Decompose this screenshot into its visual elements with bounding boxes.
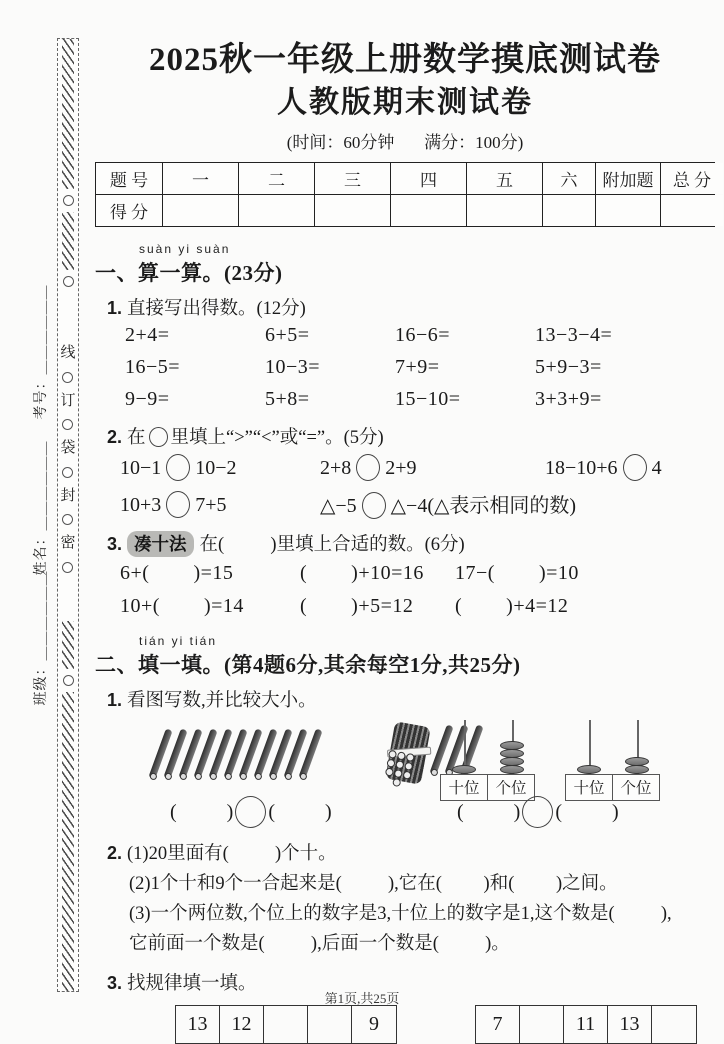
sequence-cell <box>264 1006 308 1043</box>
binding-hole-icon <box>63 195 74 206</box>
left-expression: 18−10+6 <box>545 456 618 479</box>
paper-body <box>95 38 715 1044</box>
score-table-header-cell: 三 <box>315 163 390 194</box>
abacus-rods <box>440 720 536 774</box>
score-row-label: 得 分 <box>96 195 162 226</box>
compare-circle-icon <box>166 491 190 518</box>
time-score-info: (时间：60分钟 满分：100分) <box>286 132 524 152</box>
ones-rod <box>613 720 661 774</box>
fill-expression: ( )+10=16 <box>300 561 424 584</box>
right-expression: 10−2 <box>195 456 237 479</box>
question-1-2 <box>95 423 715 449</box>
score-table-header-cell: 总 分 <box>661 163 723 194</box>
ones-label: 个位 <box>487 774 535 801</box>
binding-hole-icon <box>63 276 74 287</box>
fill-expression: 10+( )=14 <box>120 594 244 617</box>
fill-text: (1)20里面有( )个十。 <box>127 843 337 864</box>
seal-character: 线 <box>60 345 76 361</box>
exam-number-label: 考号：＿＿＿＿＿＿ <box>34 284 49 420</box>
calc-expression: 9−9= <box>125 388 170 411</box>
fill-expression: ( )+5=12 <box>300 594 414 617</box>
seal-line-characters <box>60 341 75 579</box>
section2-heading <box>95 633 715 679</box>
page-footer: 第1页,共25页 <box>324 991 400 1006</box>
hatch-mark <box>62 692 74 992</box>
score-table-header-cell: 六 <box>543 163 595 194</box>
score-table-header-cell: 题 号 <box>96 163 162 194</box>
loose-sticks-group <box>157 728 322 780</box>
compare-item <box>320 489 715 519</box>
question-2-2-line4 <box>95 929 715 959</box>
score-table-header-cell: 一 <box>163 163 238 194</box>
ones-label: 个位 <box>612 774 660 801</box>
tens-rod <box>440 720 488 774</box>
question-text-pre: 在 <box>127 427 146 448</box>
answer-blank: ( ) <box>457 800 521 823</box>
left-expression: 2+8 <box>320 456 352 479</box>
fill-text: 它前面一个数是( ),后面一个数是( )。 <box>129 933 510 954</box>
abacus-bead <box>625 765 649 774</box>
fill-row <box>95 557 715 590</box>
question-number: 3. <box>107 972 123 993</box>
answer-blank: ( ) <box>555 800 619 823</box>
fill-expression: 6+( )=15 <box>120 561 234 584</box>
hatch-mark <box>62 212 74 270</box>
method-badge: 凑十法 <box>127 531 194 557</box>
question-2-2-line1 <box>95 838 715 869</box>
compare-row <box>95 486 715 523</box>
compare-circle-icon <box>356 454 380 481</box>
section1-pinyin: suàn yi suàn <box>139 241 231 256</box>
pattern-sequences <box>175 1005 715 1044</box>
compare-item <box>320 454 545 481</box>
right-expression: △−4(△表示相同的数) <box>390 495 577 518</box>
compare-circle-icon <box>166 454 190 481</box>
binding-hole-icon <box>62 562 73 573</box>
tens-label: 十位 <box>440 774 488 801</box>
right-expression: 7+5 <box>195 493 227 516</box>
left-expression: 10+3 <box>120 493 162 516</box>
answer-blank: ( ) <box>170 800 234 823</box>
compare-row <box>95 449 715 486</box>
sequence-cell <box>520 1006 564 1043</box>
stick-bundle <box>385 721 431 784</box>
stick-end-icon <box>403 770 412 779</box>
seal-character: 密 <box>60 535 76 551</box>
compare-circle-icon <box>623 454 647 481</box>
binding-hole-icon <box>63 675 74 686</box>
compare-circle-icon <box>362 492 386 519</box>
question-text: 直接写出得数。(12分) <box>127 298 306 319</box>
question-1-1 <box>95 294 715 320</box>
bundle-cross-section <box>379 748 419 789</box>
class-label: 班级：＿＿＿＿＿＿ <box>34 570 49 706</box>
stick-end-icon <box>386 758 395 767</box>
compare-item <box>120 491 320 518</box>
score-empty-cell <box>163 195 238 226</box>
calc-expression: 7+9= <box>395 356 440 379</box>
compare-circle-icon <box>235 796 266 828</box>
binding-hole-icon <box>62 372 73 383</box>
section2-name: 填一填 <box>138 652 203 677</box>
question-text: 在( )里填上合适的数。(6分) <box>199 534 465 555</box>
fill-expression: ( )+4=12 <box>455 594 569 617</box>
calc-row <box>95 352 715 384</box>
binding-hole-icon <box>62 514 73 525</box>
abacus-rods <box>565 720 661 774</box>
stick-end-icon <box>404 761 413 770</box>
calc-expression: 16−6= <box>395 324 451 347</box>
score-empty-cell <box>239 195 314 226</box>
paper-title: 2025秋一年级上册数学摸底测试卷 <box>149 42 661 78</box>
fill-text: (3)一个两位数,个位上的数字是3,十位上的数字是1,这个数是( ), <box>129 903 672 924</box>
abacus-bead <box>577 765 601 774</box>
section1-points: 。(23分) <box>202 260 283 285</box>
tens-rod <box>565 720 613 774</box>
score-table-header-cell: 附加题 <box>596 163 660 194</box>
score-empty-cell <box>391 195 466 226</box>
binding-hole-icon <box>62 467 73 478</box>
question-number: 1. <box>107 689 123 710</box>
compare-circle-icon <box>149 427 168 447</box>
question-number: 2. <box>107 842 123 863</box>
fill-expression: 17−( )=10 <box>455 561 579 584</box>
section1-heading <box>95 241 715 287</box>
score-table-header-cell: 四 <box>391 163 466 194</box>
question-2-2-line2 <box>95 869 715 899</box>
paper-subtitle: 人教版期末测试卷 <box>277 85 533 119</box>
seal-character: 订 <box>60 392 76 409</box>
score-empty-cell <box>661 195 723 226</box>
compare-circle-icon <box>522 796 553 828</box>
calc-expression: 13−3−4= <box>535 324 613 347</box>
sticks-compare-blanks <box>170 796 332 828</box>
right-expression: 4 <box>651 456 662 479</box>
hatch-mark <box>62 39 74 189</box>
calc-expression: 16−5= <box>125 356 181 379</box>
question-2-2-line3 <box>95 899 715 929</box>
question-number: 3. <box>107 533 123 554</box>
score-empty-cell <box>315 195 390 226</box>
sequence-cell: 7 <box>476 1006 520 1043</box>
sequence-cell <box>308 1006 352 1043</box>
number-sequence-left <box>175 1005 397 1044</box>
question-number: 2. <box>107 426 123 447</box>
sequence-cell: 13 <box>608 1006 652 1043</box>
left-expression: 10−1 <box>120 456 162 479</box>
stick-end-icon <box>392 777 401 786</box>
counting-figure <box>95 720 715 828</box>
sequence-cell: 9 <box>369 1012 379 1035</box>
stick-end-icon <box>395 759 404 768</box>
score-empty-cell <box>596 195 660 226</box>
score-table-header-cell: 五 <box>467 163 542 194</box>
question-2-1 <box>95 686 715 712</box>
calc-expression: 5+9−3= <box>535 356 602 379</box>
question-number: 1. <box>107 297 123 318</box>
score-table-header-cell: 二 <box>239 163 314 194</box>
fill-row <box>95 590 715 623</box>
student-name-label: 姓名：＿＿＿＿＿＿ <box>34 440 49 576</box>
compare-item <box>545 454 715 481</box>
section2-number: 二、 <box>95 652 138 677</box>
question-text-post: 里填上“>”“<”或“=”。(5分) <box>170 427 384 448</box>
number-sequence-right <box>475 1005 697 1044</box>
calc-expression: 10−3= <box>265 356 321 379</box>
calc-expression: 15−10= <box>395 388 461 411</box>
sequence-cell: 11 <box>564 1006 608 1043</box>
fill-text: (2)1个十和9个一合起来是( ),它在( )和( )之间。 <box>129 873 618 894</box>
section2-pinyin: tián yi tián <box>139 633 218 648</box>
answer-blank: ( ) <box>268 800 332 823</box>
score-empty-cell <box>467 195 542 226</box>
section1-name: 算一算 <box>138 260 203 285</box>
score-table <box>95 162 715 227</box>
stick-end-icon <box>385 766 394 775</box>
seal-character: 袋 <box>60 440 76 456</box>
ones-rod <box>488 720 536 774</box>
question-text: 看图写数,并比较大小。 <box>127 690 317 711</box>
left-expression: △−5 <box>320 495 357 518</box>
calc-expression: 6+5= <box>265 324 310 347</box>
section1-number: 一、 <box>95 260 138 285</box>
section2-points: 。(第4题6分,其余每空1分,共25分) <box>202 652 521 677</box>
sequence-cell <box>652 1006 696 1043</box>
tens-label: 十位 <box>565 774 613 801</box>
calc-expression: 2+4= <box>125 324 170 347</box>
place-value-abacus-right <box>565 720 661 801</box>
hatch-mark <box>62 621 74 669</box>
abacus-bead <box>500 765 524 774</box>
abacus-compare-blanks <box>457 796 619 828</box>
sequence-cell: 13 <box>176 1006 220 1043</box>
sequence-cell: 12 <box>220 1006 264 1043</box>
abacus-bead <box>452 765 476 774</box>
right-expression: 2+9 <box>385 456 417 479</box>
calc-row <box>95 384 715 416</box>
seal-character: 封 <box>60 487 76 504</box>
binding-strip <box>57 38 79 992</box>
score-empty-cell <box>543 195 595 226</box>
question-text: 找规律填一填。 <box>127 973 257 994</box>
calc-expression: 3+3+9= <box>535 388 602 411</box>
compare-item <box>120 454 320 481</box>
stick-end-icon <box>397 750 406 759</box>
stick-end-icon <box>406 752 415 761</box>
binding-hole-icon <box>62 419 73 430</box>
calc-expression: 5+8= <box>265 388 310 411</box>
question-1-3 <box>95 530 715 557</box>
place-value-abacus-left <box>440 720 536 801</box>
calc-row <box>95 320 715 352</box>
stick-end-icon <box>388 749 397 758</box>
stick-end-icon <box>394 768 403 777</box>
